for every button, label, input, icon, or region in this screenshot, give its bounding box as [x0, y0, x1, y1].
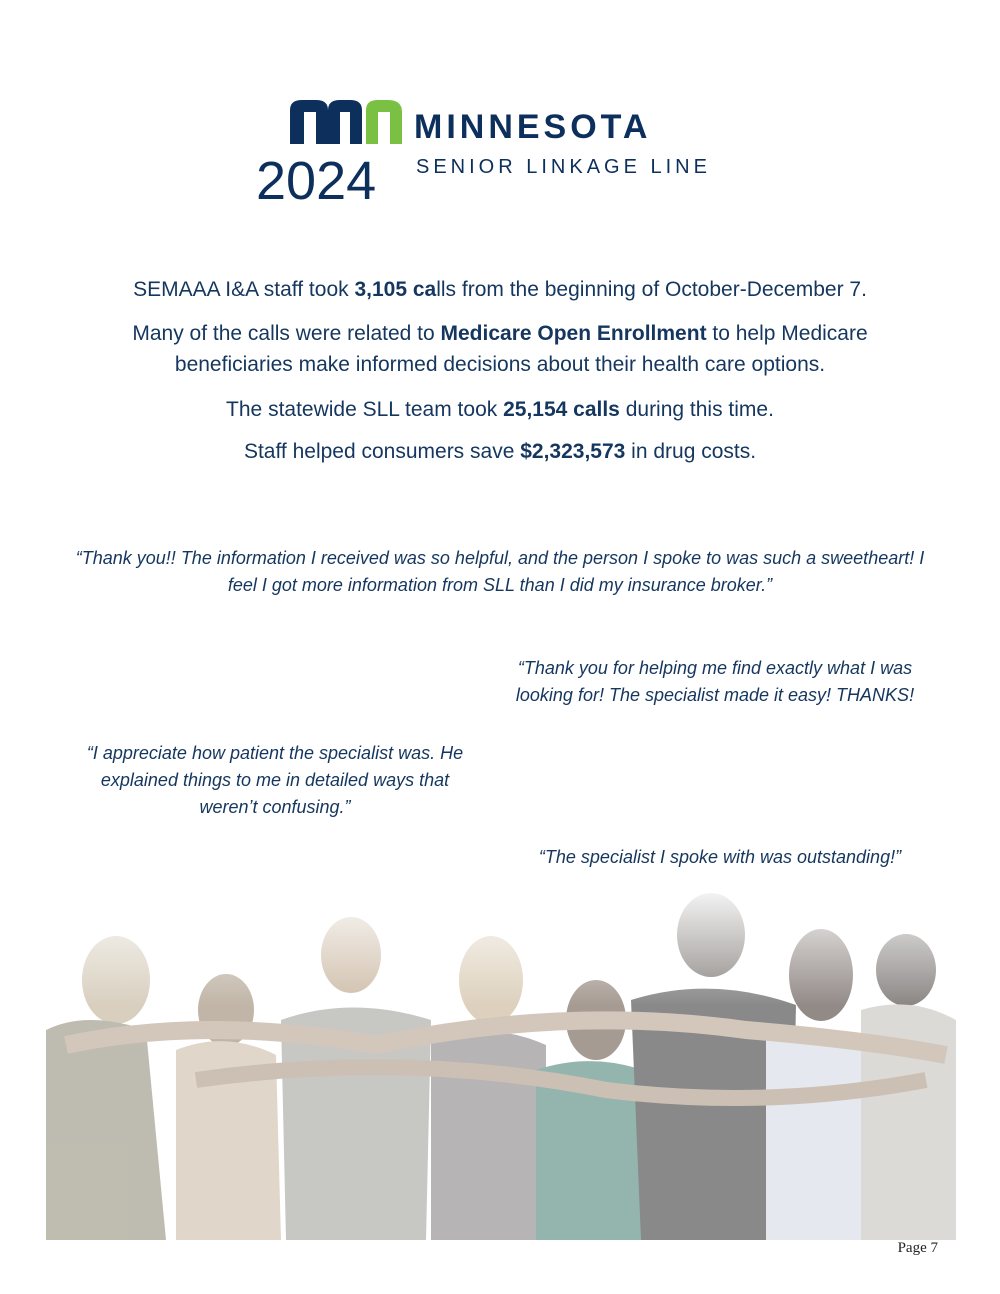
- stat-text: Staff helped consumers save: [243, 440, 521, 463]
- minnesota-logo-mark-icon: [288, 96, 404, 146]
- stat-line-calls: [60, 274, 940, 305]
- stat-line-medicare: [110, 318, 890, 380]
- stat-highlight: 3,105 ca: [354, 278, 437, 301]
- stat-line-savings: [60, 436, 940, 467]
- quote-4: “The specialist I spoke with was outstanding!”: [538, 847, 902, 867]
- stat-text: during this time.: [619, 398, 774, 421]
- quote-1: “Thank you!! The information I received was so helpful, and the person I spoke to was such a sweetheart! I feel I got more information from SLL than I did my insurance broker.”: [75, 548, 925, 595]
- logo-wordmark: MINNESOTA: [414, 108, 652, 146]
- stat-text: The statewide SLL team took: [226, 398, 504, 421]
- stat-highlight: 25,154 calls: [503, 398, 620, 421]
- stat-highlight: Medicare Open Enrollment: [440, 322, 707, 345]
- stat-text: lls from the beginning of October-December 7.: [436, 278, 867, 301]
- page-number: Page 7: [897, 1240, 938, 1256]
- quote-2: “Thank you for helping me find exactly what I was looking for! The specialist made it easy! THANKS!: [515, 658, 915, 705]
- group-hug-photo: [46, 880, 956, 1240]
- stat-text: to help Medicare beneficiaries make informed decisions about their health care options.: [174, 322, 868, 376]
- stat-highlight: $2,323,573: [520, 440, 626, 463]
- stat-text: SEMAAA I&A staff took: [133, 278, 355, 301]
- stat-line-statewide: [60, 394, 940, 425]
- logo-year: 2024: [256, 151, 377, 211]
- stat-text: in drug costs.: [625, 440, 757, 463]
- quote-3: “I appreciate how patient the specialist was. He explained things to me in detailed ways that weren’t confusing.”: [86, 743, 464, 817]
- logo-subtitle: SENIOR LINKAGE LINE: [416, 156, 711, 178]
- stat-text: Many of the calls were related to: [132, 322, 441, 345]
